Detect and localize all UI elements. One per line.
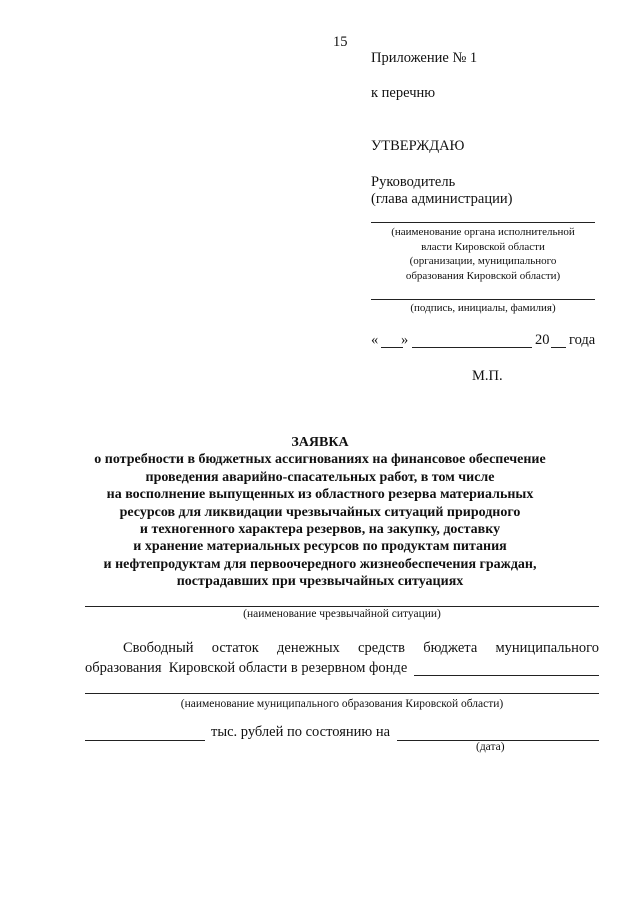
- org-caption-line: (наименование органа исполнительной: [391, 226, 575, 238]
- date-day-line: [381, 347, 403, 348]
- date-month-line: [412, 347, 532, 348]
- head-label: Руководитель: [371, 174, 456, 190]
- appendix-label: Приложение № 1: [371, 50, 478, 66]
- paragraph-word: средств: [358, 640, 405, 656]
- document-title: [60, 434, 580, 591]
- date-year-suffix: года: [569, 332, 596, 348]
- org-caption: [371, 225, 595, 283]
- amount-line: [85, 740, 205, 741]
- org-caption-line: образования Кировской области): [405, 269, 561, 282]
- date-year-prefix: 20: [535, 332, 550, 348]
- emergency-name-line: [85, 606, 599, 607]
- seal-label: М.П.: [472, 368, 503, 384]
- date-quote-open: «: [371, 332, 379, 348]
- title-line: на восполнение выпущенных из областного резерва материальных: [106, 487, 534, 503]
- to-list-label: к перечню: [371, 85, 436, 101]
- title-line: и техногенного характера резервов, на закупку, доставку: [139, 522, 501, 538]
- paragraph-word: остаток: [211, 640, 259, 656]
- municipality-caption: (наименование муниципального образования Кировской области): [180, 698, 504, 710]
- head-sublabel: (глава администрации): [371, 191, 513, 207]
- title-line: и хранение материальных ресурсов по продуктам питания: [133, 539, 507, 555]
- approve-label: УТВЕРЖДАЮ: [371, 138, 465, 154]
- municipality-name-line: [85, 693, 599, 694]
- page-number: 15: [333, 34, 348, 50]
- paragraph-word: денежных: [277, 640, 340, 656]
- title-line: пострадавших при чрезвычайных ситуациях: [176, 574, 464, 590]
- paragraph-line-1: [85, 640, 599, 657]
- title-line: проведения аварийно-спасательных работ, в том числе: [145, 469, 495, 485]
- paragraph-line-2: образования Кировской области в резервном фонде: [85, 660, 408, 676]
- title-line: и нефтепродуктам для первоочередного жизнеобеспечения граждан,: [103, 556, 537, 572]
- paragraph-word: Свободный: [123, 640, 194, 656]
- date-quote-close: »: [401, 332, 409, 348]
- org-name-line: [371, 222, 595, 223]
- date-year-line: [551, 347, 566, 348]
- org-caption-line: (организации, муниципального: [409, 255, 557, 267]
- title-line: ресурсов для ликвидации чрезвычайных ситуаций природного: [119, 504, 521, 520]
- signature-line: [371, 299, 595, 300]
- reserve-fund-line: [414, 675, 599, 676]
- date-caption: (дата): [476, 741, 505, 753]
- paragraph-word: муниципального: [495, 640, 599, 656]
- title-heading: ЗАЯВКА: [291, 435, 349, 450]
- amount-text: тыс. рублей по состоянию на: [211, 724, 391, 740]
- signature-caption: (подпись, инициалы, фамилия): [410, 302, 556, 314]
- title-line: о потребности в бюджетных ассигнованиях на финансовое обеспечение: [94, 452, 546, 468]
- org-caption-line: власти Кировской области: [421, 240, 545, 253]
- emergency-caption: (наименование чрезвычайной ситуации): [243, 608, 441, 620]
- paragraph-word: бюджета: [423, 640, 478, 656]
